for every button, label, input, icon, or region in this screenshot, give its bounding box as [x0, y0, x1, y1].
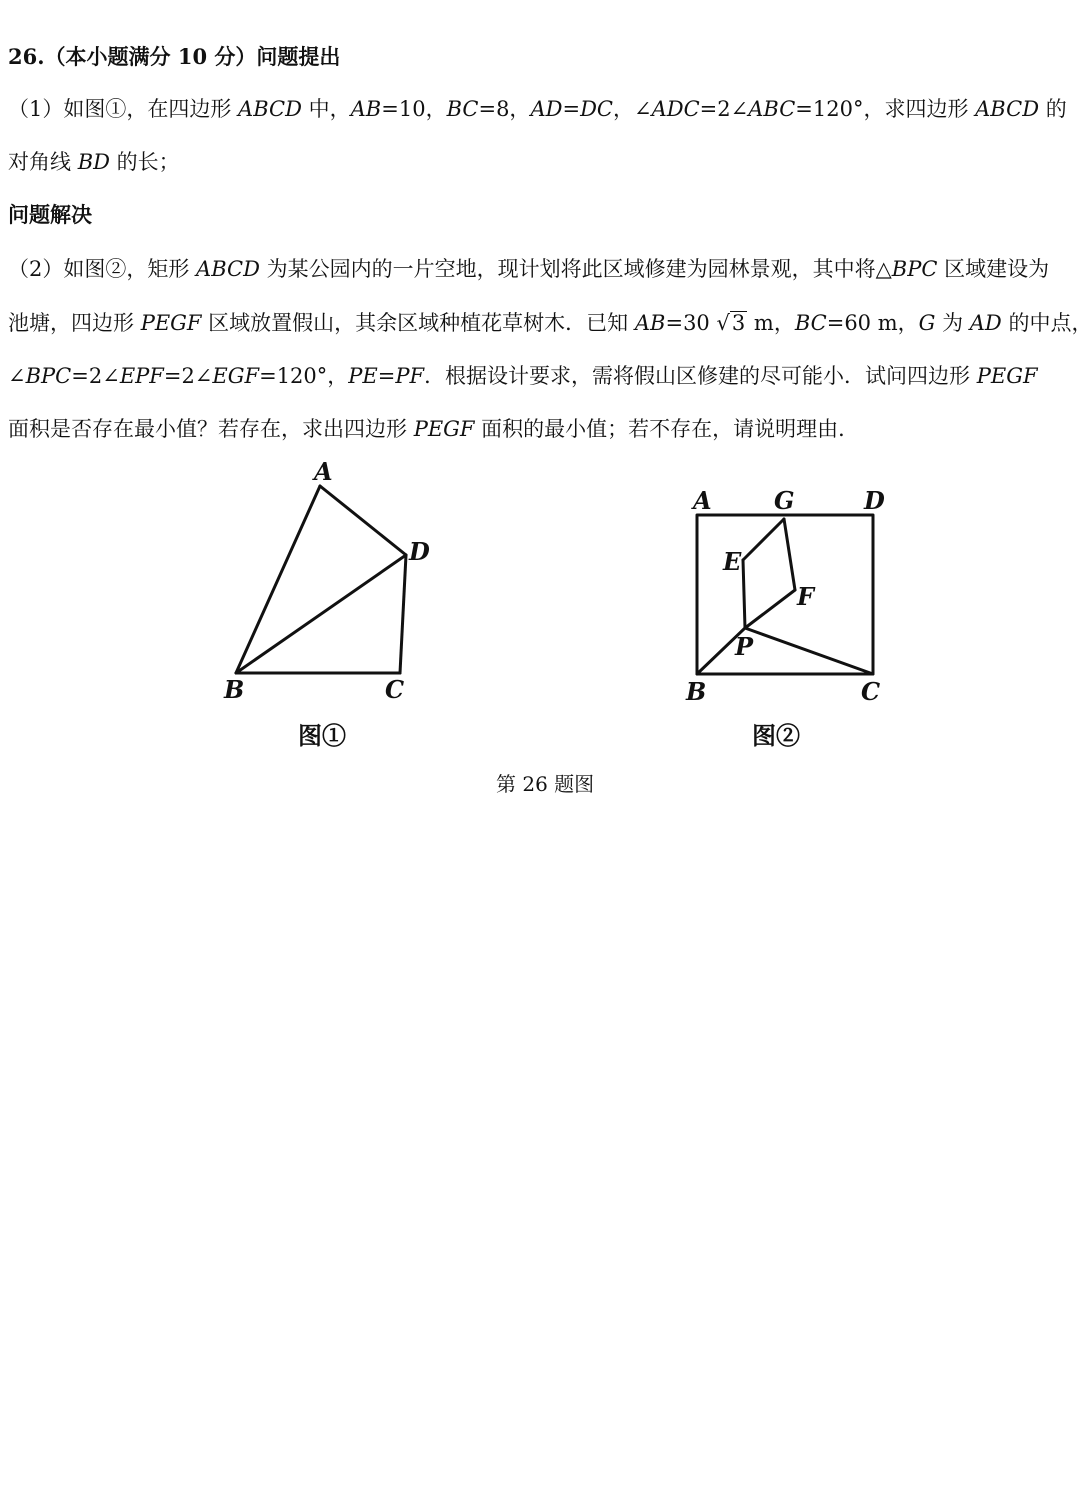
- math-seg: DC: [580, 97, 613, 121]
- text-seg: 为: [935, 311, 970, 335]
- text-seg: ．根据设计要求，需将假山区修建的尽可能小．试问四边形: [424, 364, 977, 388]
- math-seg: ABC: [748, 97, 796, 121]
- text-seg: =120°，求四边形: [795, 97, 976, 121]
- text-seg: 为某公园内的一片空地，现计划将此区域修建为园林景观，其中将△: [259, 257, 892, 281]
- text-seg: ，∠: [612, 97, 652, 121]
- text-seg: =120°，: [259, 364, 349, 388]
- math-seg: ABCD: [238, 97, 302, 121]
- fig1-segment-cd: [400, 555, 406, 673]
- math-seg: BC: [446, 97, 479, 121]
- fig1-label-c: C: [385, 675, 405, 704]
- fig2-label-p: P: [735, 632, 754, 661]
- figure-footer: 第 26 题图: [496, 772, 595, 796]
- text-seg: =30: [665, 311, 710, 335]
- math-seg: PEGF: [140, 311, 202, 335]
- math-seg: BPC: [25, 364, 72, 388]
- math-seg: EGF: [212, 364, 260, 388]
- math-seg: AD: [530, 97, 563, 121]
- text-seg: 中，: [301, 97, 351, 121]
- figure2-caption: 图②: [752, 721, 800, 750]
- fig1-label-b: B: [224, 675, 245, 704]
- fig2-label-a: A: [693, 486, 712, 515]
- fig2-label-g: G: [774, 486, 795, 515]
- text-seg: =60 m，: [826, 311, 919, 335]
- math-seg: PEGF: [976, 364, 1038, 388]
- text-seg: m，: [747, 311, 795, 335]
- fig2-segment-gf: [784, 519, 795, 590]
- text-seg: 面积的最小值；若不存在，请说明理由．: [474, 417, 860, 441]
- text-seg: 的长；: [109, 150, 180, 174]
- math-seg: AB: [350, 97, 382, 121]
- text-seg: =2∠: [163, 364, 213, 388]
- text-seg: 面积是否存在最小值？若存在，求出四边形: [8, 417, 414, 441]
- text-seg: 对角线: [8, 150, 78, 174]
- fig2-label-b: B: [686, 677, 707, 706]
- text-seg: （2）如图②，矩形: [8, 257, 197, 281]
- sqrt-symbol: √: [709, 311, 730, 335]
- text-seg: 的: [1039, 97, 1067, 121]
- problem-header-text: （本小题满分 10 分）问题提出: [44, 44, 341, 69]
- text-seg: 区域建设为: [937, 257, 1050, 281]
- fig2-label-c: C: [861, 677, 881, 706]
- fig2-label-d: D: [864, 486, 885, 515]
- fig1-label-a: A: [314, 457, 333, 486]
- math-seg: AD: [969, 311, 1002, 335]
- sqrt-radicand: 3: [731, 311, 746, 335]
- math-seg: ABCD: [975, 97, 1040, 121]
- text-seg: 区域放置假山，其余区域种植花草树木．已知: [201, 311, 635, 335]
- math-seg: PEGF: [413, 417, 475, 441]
- math-seg: AB: [634, 311, 666, 335]
- text-seg: =8，: [478, 97, 531, 121]
- math-seg: PE: [348, 364, 378, 388]
- figure1-caption: 图①: [298, 721, 346, 750]
- fig2-segment-fp: [745, 590, 795, 628]
- problem-number: 26.: [8, 44, 45, 69]
- text-seg: =2∠: [699, 97, 749, 121]
- text-seg: =: [562, 97, 581, 121]
- fig2-label-f: F: [797, 582, 815, 611]
- text-seg: =: [377, 364, 396, 388]
- fig2-segment-pe: [743, 560, 745, 628]
- math-seg: ABCD: [196, 257, 260, 281]
- text-seg: =10，: [381, 97, 447, 121]
- math-seg: ADC: [651, 97, 700, 121]
- text-seg: 的中点，: [1001, 311, 1092, 335]
- text-seg: =2∠: [71, 364, 120, 388]
- math-seg: EPF: [119, 364, 164, 388]
- fig1-segment-da: [320, 486, 406, 555]
- fig2-segment-pc: [745, 628, 873, 674]
- math-seg: G: [918, 311, 936, 335]
- text-seg: ∠: [8, 364, 26, 388]
- fig2-label-e: E: [723, 547, 742, 576]
- fig2-segment-eg: [743, 519, 784, 560]
- text-seg: 池塘，四边形: [8, 311, 141, 335]
- fig1-label-d: D: [409, 537, 430, 566]
- math-seg: BC: [794, 311, 827, 335]
- section2-title: 问题解决: [8, 202, 92, 227]
- math-seg: BD: [77, 150, 110, 174]
- math-seg: PF: [395, 364, 425, 388]
- math-seg: BPC: [891, 257, 938, 281]
- text-seg: （1）如图①，在四边形: [8, 97, 239, 121]
